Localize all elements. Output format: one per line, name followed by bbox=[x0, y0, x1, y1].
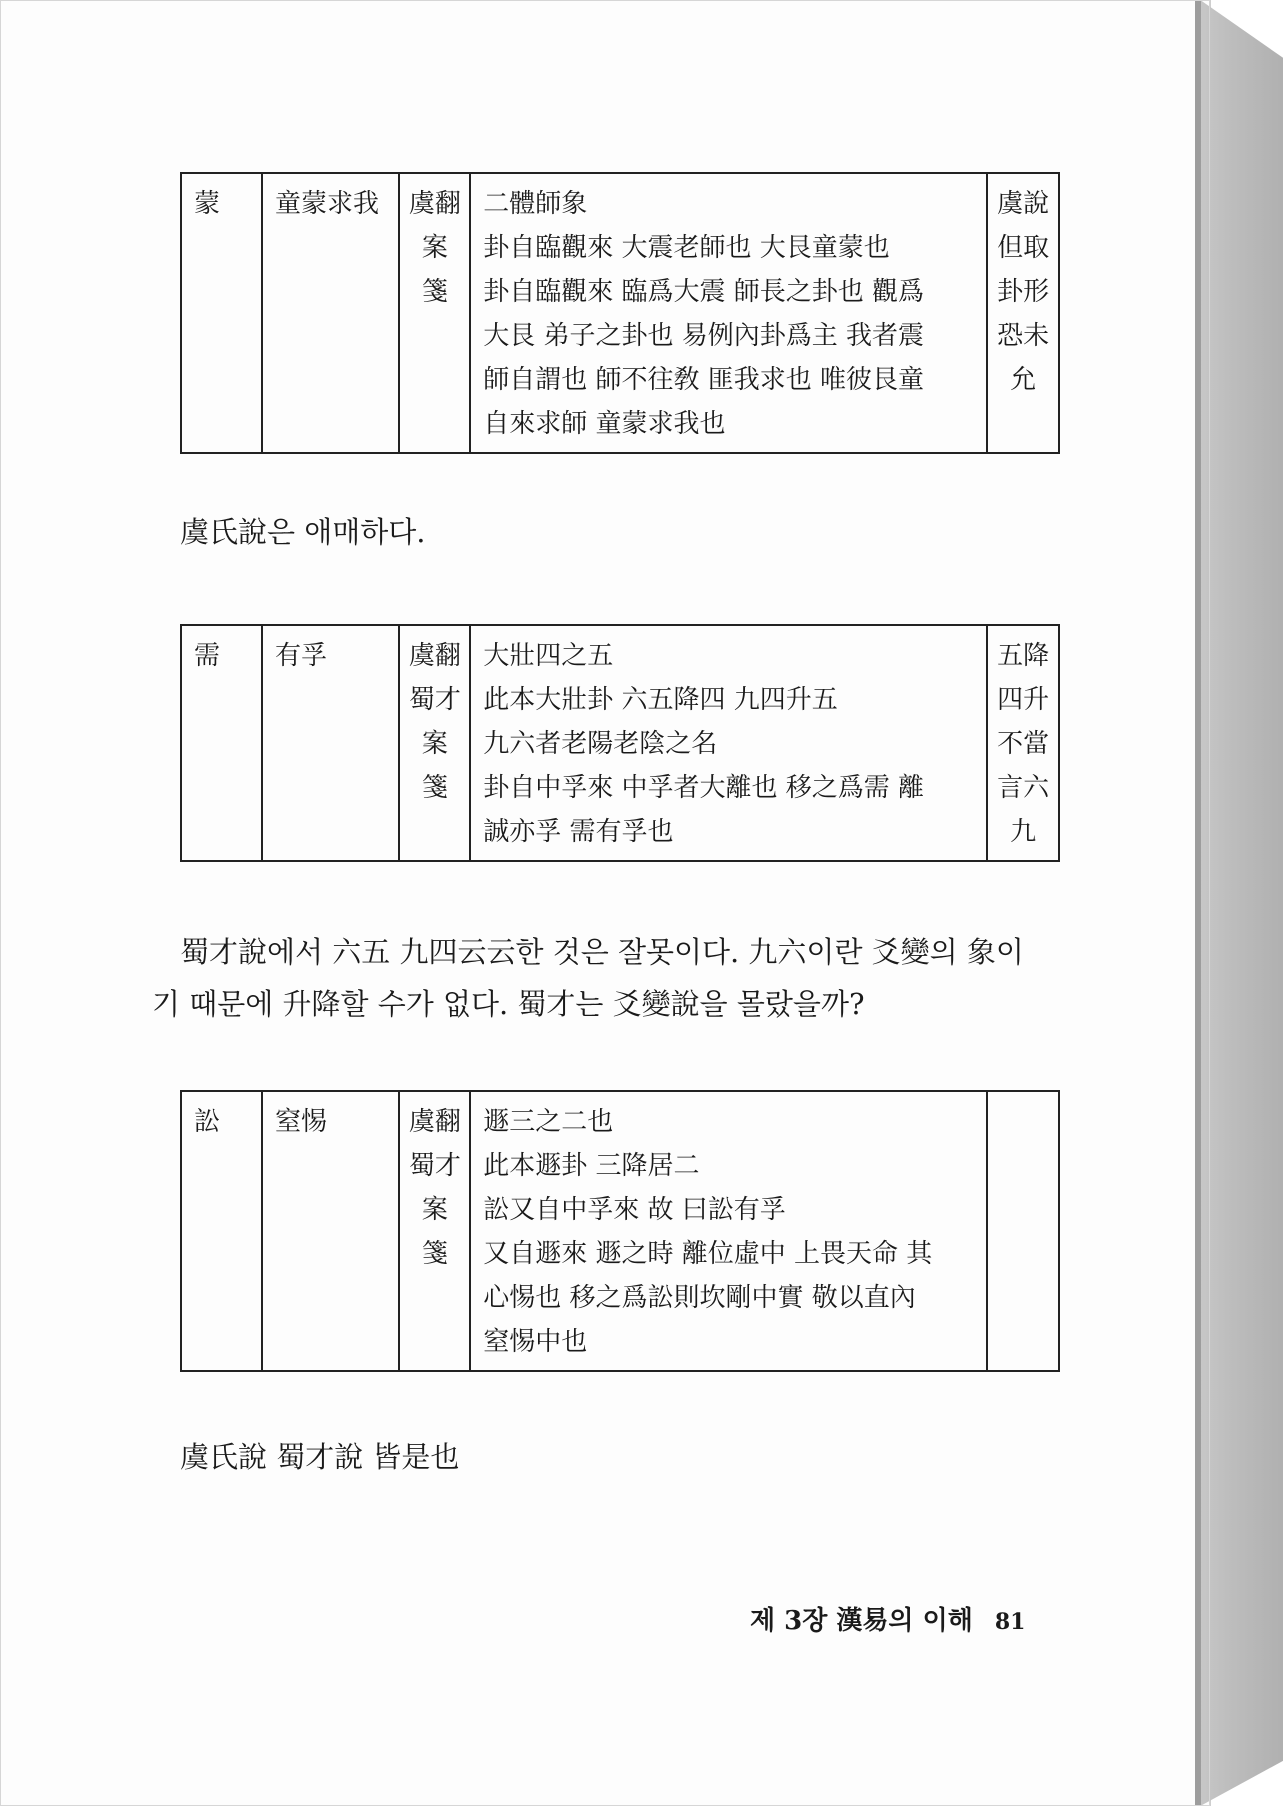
remark-cell bbox=[987, 625, 1059, 861]
commentary-cell bbox=[470, 1091, 987, 1371]
commentator-cell bbox=[399, 173, 470, 453]
commentary-line: 卦自中孚來 中孚者大離也 移之爲需 離 bbox=[483, 773, 925, 803]
hexagram-name-cell: 需 bbox=[181, 625, 262, 861]
commentator-cell bbox=[399, 1091, 470, 1371]
table-row bbox=[181, 173, 1059, 453]
commentary-cell bbox=[470, 625, 987, 861]
remark-line: 虞說 bbox=[997, 189, 1050, 219]
commentator-line: 箋 bbox=[421, 277, 448, 307]
commentary-line: 九六者老陽老陰之名 bbox=[483, 729, 718, 759]
remark-line: 卦形 bbox=[997, 277, 1050, 307]
commentary-cell bbox=[470, 173, 987, 453]
commentator-line: 虞翻 bbox=[408, 641, 461, 671]
paragraph-2-line-1: 蜀才說에서 六五 九四云云한 것은 잘못이다. 九六이란 爻變의 象이 bbox=[180, 935, 1024, 969]
commentator-line: 蜀才 bbox=[408, 685, 461, 715]
commentator-cell bbox=[399, 625, 470, 861]
remark-line: 九 bbox=[1010, 817, 1037, 847]
phrase-cell: 有孚 bbox=[262, 625, 399, 861]
hexagram-name-cell: 訟 bbox=[181, 1091, 262, 1371]
paragraph-2-line-2: 기 때문에 升降할 수가 없다. 蜀才는 爻變說을 몰랐을까? bbox=[152, 987, 865, 1021]
page-number: 81 bbox=[994, 1609, 1026, 1635]
commentator-line: 案 bbox=[421, 233, 448, 263]
commentary-line: 卦自臨觀來 臨爲大震 師長之卦也 觀爲 bbox=[483, 277, 925, 307]
commentator-line: 虞翻 bbox=[408, 189, 461, 219]
annotation-table-xu bbox=[180, 624, 1060, 862]
running-footer bbox=[750, 1600, 1025, 1637]
commentator-line: 虞翻 bbox=[408, 1107, 461, 1137]
paragraph-3: 虞氏說 蜀才說 皆是也 bbox=[180, 1440, 460, 1474]
commentary-line: 此本大壯卦 六五降四 九四升五 bbox=[483, 685, 838, 715]
annotation-table-song bbox=[180, 1090, 1060, 1372]
remark-line: 言六 bbox=[997, 773, 1050, 803]
commentary-line: 師自謂也 師不往敎 匪我求也 唯彼艮童 bbox=[483, 365, 925, 395]
commentary-line: 自來求師 童蒙求我也 bbox=[483, 409, 726, 439]
commentary-line: 心惕也 移之爲訟則坎剛中實 敬以直內 bbox=[483, 1283, 916, 1313]
chapter-title: 제 3장 漢易의 이해 bbox=[750, 1606, 973, 1636]
commentary-line: 大艮 弟子之卦也 易例內卦爲主 我者震 bbox=[483, 321, 925, 351]
commentator-line: 箋 bbox=[421, 1239, 448, 1269]
commentator-line: 箋 bbox=[421, 773, 448, 803]
remark-cell bbox=[987, 1091, 1059, 1371]
commentary-line: 訟又自中孚來 故 曰訟有孚 bbox=[483, 1195, 786, 1225]
hexagram-name-cell: 蒙 bbox=[181, 173, 262, 453]
commentator-line: 案 bbox=[421, 729, 448, 759]
phrase-cell: 童蒙求我 bbox=[262, 173, 399, 453]
paragraph-1: 虞氏說은 애매하다. bbox=[180, 515, 426, 549]
commentary-line: 又自遯來 遯之時 離位虛中 上畏天命 其 bbox=[483, 1239, 933, 1269]
remark-line: 恐未 bbox=[997, 321, 1050, 351]
remark-line: 但取 bbox=[997, 233, 1050, 263]
annotation-table-meng bbox=[180, 172, 1060, 454]
commentary-line: 誠亦孚 需有孚也 bbox=[483, 817, 674, 847]
commentary-line: 窒惕中也 bbox=[483, 1327, 588, 1357]
commentary-line: 卦自臨觀來 大震老師也 大艮童蒙也 bbox=[483, 233, 890, 263]
remark-line: 允 bbox=[1010, 365, 1037, 395]
remark-line: 不當 bbox=[997, 729, 1050, 759]
table-row bbox=[181, 625, 1059, 861]
remark-line: 五降 bbox=[997, 641, 1050, 671]
commentary-line: 遯三之二也 bbox=[483, 1107, 614, 1137]
table-row bbox=[181, 1091, 1059, 1371]
commentator-line: 蜀才 bbox=[408, 1151, 461, 1181]
commentator-line: 案 bbox=[421, 1195, 448, 1225]
commentary-line: 大壯四之五 bbox=[483, 641, 614, 671]
commentary-line: 二體師象 bbox=[483, 189, 588, 219]
phrase-cell: 窒惕 bbox=[262, 1091, 399, 1371]
remark-cell bbox=[987, 173, 1059, 453]
commentary-line: 此本遯卦 三降居二 bbox=[483, 1151, 700, 1181]
remark-line: 四升 bbox=[997, 685, 1050, 715]
